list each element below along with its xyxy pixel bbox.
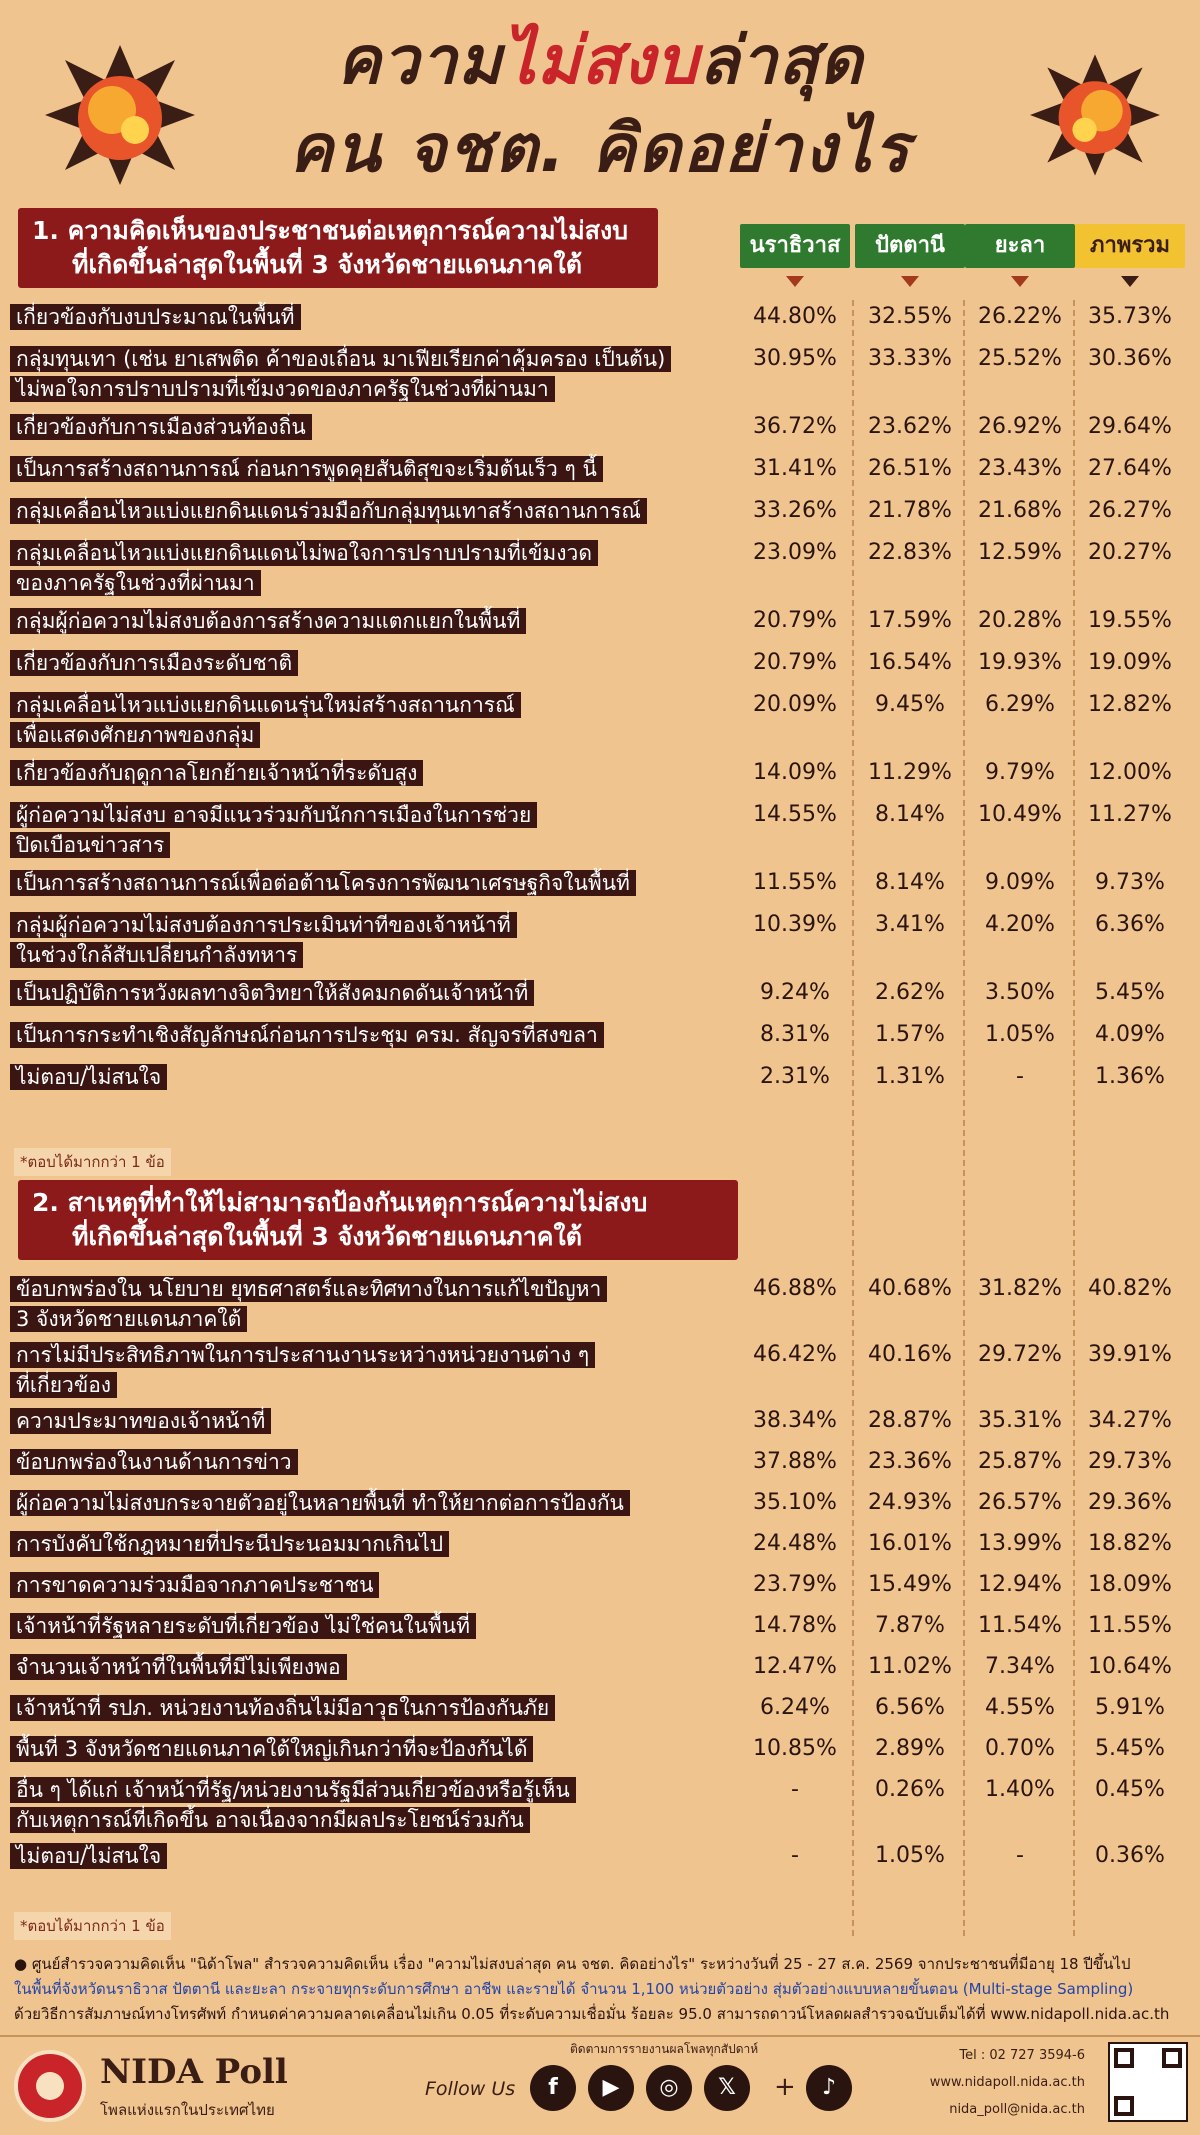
row-label-line: เกี่ยวข้องกับงบประมาณในพื้นที่ xyxy=(10,304,301,330)
value-yala: 6.29% xyxy=(985,692,1055,717)
value-narathiwat: 20.79% xyxy=(753,650,837,675)
value-overall: 18.82% xyxy=(1088,1531,1172,1556)
table-row xyxy=(0,1445,1200,1486)
value-pattani: 17.59% xyxy=(868,608,952,633)
contact-info xyxy=(905,2042,1085,2123)
brand-name: NIDA Poll xyxy=(100,2052,288,2092)
table-row xyxy=(0,1691,1200,1732)
value-overall: 9.73% xyxy=(1095,870,1165,895)
value-yala: 9.09% xyxy=(985,870,1055,895)
row-label-line: การบังคับใช้กฎหมายที่ประนีประนอมมากเกินไป xyxy=(10,1531,449,1557)
row-label xyxy=(10,758,750,788)
column-header-pattani: ปัตตานี xyxy=(855,224,965,268)
row-label-line: อื่น ๆ ได้แก่ เจ้าหน้าที่รัฐ/หน่วยงานรัฐมีส่วนเกี่ยวข้องหรือรู้เห็น xyxy=(10,1777,576,1803)
brand-tagline: โพลแห่งแรกในประเทศไทย xyxy=(100,2101,275,2119)
value-narathiwat: - xyxy=(791,1777,799,1802)
methodology-line: ● ศูนย์สำรวจความคิดเห็น "นิด้าโพล" สำรวจความคิดเห็น เรื่อง "ความไม่สงบล่าสุด คน จชต. คิดอย่างไร" ระหว่างวันที่ 25 - 27 ส.ค. 2569 จากประชาชนที่มีอายุ 18 ปีขึ้นไป xyxy=(14,1955,1131,1973)
value-narathiwat: 14.09% xyxy=(753,760,837,785)
website-link[interactable]: www.nidapoll.nida.ac.th xyxy=(929,2075,1085,2090)
footer-divider xyxy=(0,2035,1200,2037)
row-label-line: เพื่อแสดงศักยภาพของกลุ่ม xyxy=(10,722,260,748)
table-row xyxy=(0,536,1200,604)
methodology-line: ในพื้นที่จังหวัดนราธิวาส ปัตตานี และยะลา กระจายทุกระดับการศึกษา อาชีพ และรายได้ จำนวน 1,100 หน่วยตัวอย่าง สุ่มตัวอย่างแบบหลายขั้นตอน (Multi-stage Sampling) xyxy=(14,1980,1134,1998)
table-row xyxy=(0,756,1200,798)
table-row xyxy=(0,976,1200,1018)
value-yala: 10.49% xyxy=(978,802,1062,827)
phone-number: Tel : 02 727 3594-6 xyxy=(959,2048,1085,2063)
section-heading-line: 1. ความคิดเห็นของประชาชนต่อเหตุการณ์ความไม่สงบ xyxy=(32,216,629,245)
table-row xyxy=(0,1338,1200,1404)
value-pattani: 24.93% xyxy=(868,1490,952,1515)
row-label-line: ที่เกี่ยวข้อง xyxy=(10,1372,117,1398)
value-yala: 20.28% xyxy=(978,608,1062,633)
table-row xyxy=(0,688,1200,756)
value-narathiwat: 8.31% xyxy=(760,1022,830,1047)
row-label xyxy=(10,606,750,636)
table-row xyxy=(0,1568,1200,1609)
title-text: ล่าสุด xyxy=(698,22,864,99)
methodology-line: ด้วยวิธีการสัมภาษณ์ทางโทรศัพท์ กำหนดค่าความคลาดเคลื่อนไม่เกิน 0.05 ที่ระดับความเชื่อมั่น ร้อยละ 95.0 สามารถดาวน์โหลดผลสำรวจฉบับเต็มได้ที่ www.nidapoll.nida.ac.th xyxy=(14,2005,1170,2023)
section-2-heading xyxy=(18,1180,738,1260)
value-overall: 5.45% xyxy=(1095,1736,1165,1761)
row-label-line: เป็นการสร้างสถานการณ์เพื่อต่อต้านโครงการพัฒนาเศรษฐกิจในพื้นที่ xyxy=(10,870,636,896)
row-label xyxy=(10,1570,750,1600)
value-overall: 29.64% xyxy=(1088,414,1172,439)
row-label-line: เป็นปฏิบัติการหวังผลทางจิตวิทยาให้สังคมกดดันเจ้าหน้าที่ xyxy=(10,980,534,1006)
value-narathiwat: 6.24% xyxy=(760,1695,830,1720)
value-narathiwat: 30.95% xyxy=(753,346,837,371)
value-overall: 4.09% xyxy=(1095,1022,1165,1047)
table-row xyxy=(0,342,1200,410)
value-yala: 25.52% xyxy=(978,346,1062,371)
value-pattani: 2.89% xyxy=(875,1736,945,1761)
section-1-heading xyxy=(18,208,658,288)
arrow-down-icon xyxy=(1121,276,1139,287)
value-overall: 11.27% xyxy=(1088,802,1172,827)
value-yala: 23.43% xyxy=(978,456,1062,481)
row-label-line: กับเหตุการณ์ที่เกิดขึ้น อาจเนื่องจากมีผลประโยชน์ร่วมกัน xyxy=(10,1807,530,1833)
row-label-line: ของภาครัฐในช่วงที่ผ่านมา xyxy=(10,570,261,596)
value-yala: 19.93% xyxy=(978,650,1062,675)
row-label-line: เป็นการกระทำเชิงสัญลักษณ์ก่อนการประชุม ครม. สัญจรที่สงขลา xyxy=(10,1022,604,1048)
value-pattani: 26.51% xyxy=(868,456,952,481)
arrow-down-icon xyxy=(1011,276,1029,287)
value-pattani: 1.05% xyxy=(875,1843,945,1868)
table-row xyxy=(0,604,1200,646)
value-pattani: 7.87% xyxy=(875,1613,945,1638)
value-narathiwat: 10.39% xyxy=(753,912,837,937)
value-narathiwat: 35.10% xyxy=(753,1490,837,1515)
table-row xyxy=(0,1839,1200,1880)
row-label-line: 3 จังหวัดชายแดนภาคใต้ xyxy=(10,1306,247,1332)
row-label xyxy=(10,1775,750,1835)
row-label xyxy=(10,1020,750,1050)
table-row xyxy=(0,410,1200,452)
row-label xyxy=(10,1274,750,1334)
value-overall: 35.73% xyxy=(1088,304,1172,329)
arrow-down-icon xyxy=(786,276,804,287)
value-pattani: 15.49% xyxy=(868,1572,952,1597)
value-narathiwat: 24.48% xyxy=(753,1531,837,1556)
row-label xyxy=(10,1652,750,1682)
row-label-line: กลุ่มผู้ก่อความไม่สงบต้องการสร้างความแตกแยกในพื้นที่ xyxy=(10,608,526,634)
value-yala: 35.31% xyxy=(978,1408,1062,1433)
page-title xyxy=(0,18,1200,218)
value-pattani: 33.33% xyxy=(868,346,952,371)
qr-code[interactable] xyxy=(1108,2042,1188,2122)
value-yala: - xyxy=(1016,1064,1024,1089)
value-narathiwat: 46.88% xyxy=(753,1276,837,1301)
row-label xyxy=(10,690,750,750)
value-pattani: 40.68% xyxy=(868,1276,952,1301)
value-narathiwat: 14.78% xyxy=(753,1613,837,1638)
value-pattani: 23.36% xyxy=(868,1449,952,1474)
row-label xyxy=(10,648,750,678)
table-row xyxy=(0,1650,1200,1691)
row-label-line: การไม่มีประสิทธิภาพในการประสานงานระหว่างหน่วยงานต่าง ๆ xyxy=(10,1342,595,1368)
value-pattani: 32.55% xyxy=(868,304,952,329)
row-label xyxy=(10,538,750,598)
email-link[interactable]: nida_poll@nida.ac.th xyxy=(949,2102,1085,2117)
table-row xyxy=(0,1609,1200,1650)
column-header-overall: ภาพรวม xyxy=(1075,224,1185,268)
row-label xyxy=(10,454,750,484)
row-label xyxy=(10,302,750,332)
value-overall: 0.45% xyxy=(1095,1777,1165,1802)
row-label-line: จำนวนเจ้าหน้าที่ในพื้นที่มีไม่เพียงพอ xyxy=(10,1654,347,1680)
row-label-line: พื้นที่ 3 จังหวัดชายแดนภาคใต้ใหญ่เกินกว่าที่จะป้องกันได้ xyxy=(10,1736,533,1762)
row-label xyxy=(10,1488,750,1518)
value-pattani: 8.14% xyxy=(875,802,945,827)
value-yala: 1.40% xyxy=(985,1777,1055,1802)
row-label-line: ปิดเบือนข่าวสาร xyxy=(10,832,170,858)
value-yala: 4.55% xyxy=(985,1695,1055,1720)
value-narathiwat: 10.85% xyxy=(753,1736,837,1761)
announcement-text: ติดตามการรายงานผลโพลทุกสัปดาห์ xyxy=(570,2042,759,2056)
row-label-line: การขาดความร่วมมือจากภาคประชาชน xyxy=(10,1572,379,1598)
footnote: *ตอบได้มากกว่า 1 ข้อ xyxy=(14,1912,171,1940)
table-row xyxy=(0,1018,1200,1060)
value-overall: 39.91% xyxy=(1088,1342,1172,1367)
row-label xyxy=(10,1734,750,1764)
row-label-line: เกี่ยวข้องกับการเมืองส่วนท้องถิ่น xyxy=(10,414,312,440)
row-label xyxy=(10,1406,750,1436)
value-narathiwat: 38.34% xyxy=(753,1408,837,1433)
column-headers xyxy=(710,218,1190,288)
title-text: ความ xyxy=(336,22,503,99)
value-overall: 5.45% xyxy=(1095,980,1165,1005)
value-pattani: 22.83% xyxy=(868,540,952,565)
value-narathiwat: 44.80% xyxy=(753,304,837,329)
value-yala: 26.92% xyxy=(978,414,1062,439)
table-row xyxy=(0,1527,1200,1568)
row-label-line: ข้อบกพร่องใน นโยบาย ยุทธศาสตร์และทิศทางในการแก้ไขปัญหา xyxy=(10,1276,607,1302)
row-label xyxy=(10,344,750,404)
value-overall: 5.91% xyxy=(1095,1695,1165,1720)
value-overall: 27.64% xyxy=(1088,456,1172,481)
value-yala: 12.59% xyxy=(978,540,1062,565)
value-overall: 6.36% xyxy=(1095,912,1165,937)
table-row xyxy=(0,646,1200,688)
table-row xyxy=(0,866,1200,908)
column-header-yala: ยะลา xyxy=(965,224,1075,268)
row-label xyxy=(10,496,750,526)
value-narathiwat: 20.79% xyxy=(753,608,837,633)
row-label-line: ผู้ก่อความไม่สงบกระจายตัวอยู่ในหลายพื้นที่ ทำให้ยากต่อการป้องกัน xyxy=(10,1490,630,1516)
value-yala: 4.20% xyxy=(985,912,1055,937)
table-row xyxy=(0,452,1200,494)
value-pattani: 23.62% xyxy=(868,414,952,439)
table-row xyxy=(0,1773,1200,1839)
value-pattani: 3.41% xyxy=(875,912,945,937)
value-narathiwat: 9.24% xyxy=(760,980,830,1005)
value-pattani: 1.31% xyxy=(875,1064,945,1089)
value-overall: 10.64% xyxy=(1088,1654,1172,1679)
row-label-line: กลุ่มเคลื่อนไหวแบ่งแยกดินแดนร่วมมือกับกลุ่มทุนเทาสร้างสถานการณ์ xyxy=(10,498,647,524)
value-yala: 12.94% xyxy=(978,1572,1062,1597)
row-label xyxy=(10,1529,750,1559)
row-label-line: เจ้าหน้าที่ รปภ. หน่วยงานท้องถิ่นไม่มีอาวุธในการป้องกันภัย xyxy=(10,1695,555,1721)
value-yala: 0.70% xyxy=(985,1736,1055,1761)
table-row xyxy=(0,494,1200,536)
row-label xyxy=(10,868,750,898)
row-label-line: เป็นการสร้างสถานการณ์ ก่อนการพูดคุยสันติสุขจะเริ่มต้นเร็ว ๆ นี้ xyxy=(10,456,603,482)
value-overall: 18.09% xyxy=(1088,1572,1172,1597)
value-overall: 20.27% xyxy=(1088,540,1172,565)
column-header-narathiwat: นราธิวาส xyxy=(740,224,850,268)
footnote: *ตอบได้มากกว่า 1 ข้อ xyxy=(14,1148,171,1176)
row-label xyxy=(10,1611,750,1641)
value-pattani: 28.87% xyxy=(868,1408,952,1433)
nida-seal-logo xyxy=(14,2050,86,2122)
value-narathiwat: 33.26% xyxy=(753,498,837,523)
value-narathiwat: 14.55% xyxy=(753,802,837,827)
table-row xyxy=(0,1486,1200,1527)
value-yala: 25.87% xyxy=(978,1449,1062,1474)
section-heading-line: 2. สาเหตุที่ทำให้ไม่สามารถป้องกันเหตุการณ์ความไม่สงบ xyxy=(32,1188,648,1217)
value-narathiwat: 36.72% xyxy=(753,414,837,439)
table-row xyxy=(0,1732,1200,1773)
row-label-line: ความประมาทของเจ้าหน้าที่ xyxy=(10,1408,271,1434)
value-yala: 9.79% xyxy=(985,760,1055,785)
row-label xyxy=(10,1340,750,1400)
value-overall: 29.73% xyxy=(1088,1449,1172,1474)
row-label-line: กลุ่มเคลื่อนไหวแบ่งแยกดินแดนไม่พอใจการปราบปรามที่เข้มงวด xyxy=(10,540,598,566)
tiktok-icon[interactable]: ♪ xyxy=(806,2065,852,2111)
follow-us-label: Follow Us xyxy=(425,2078,516,2100)
value-narathiwat: 37.88% xyxy=(753,1449,837,1474)
instagram-icon[interactable]: ◎ xyxy=(646,2065,692,2111)
value-pattani: 8.14% xyxy=(875,870,945,895)
table-row xyxy=(0,908,1200,976)
value-overall: 26.27% xyxy=(1088,498,1172,523)
value-yala: 31.82% xyxy=(978,1276,1062,1301)
value-overall: 0.36% xyxy=(1095,1843,1165,1868)
value-overall: 30.36% xyxy=(1088,346,1172,371)
arrow-down-icon xyxy=(901,276,919,287)
row-label xyxy=(10,1447,750,1477)
value-overall: 12.00% xyxy=(1088,760,1172,785)
value-narathiwat: 2.31% xyxy=(760,1064,830,1089)
value-pattani: 16.54% xyxy=(868,650,952,675)
value-narathiwat: 23.09% xyxy=(753,540,837,565)
table-row xyxy=(0,1272,1200,1338)
value-narathiwat: 12.47% xyxy=(753,1654,837,1679)
value-pattani: 1.57% xyxy=(875,1022,945,1047)
value-yala: 7.34% xyxy=(985,1654,1055,1679)
methodology-note xyxy=(14,1952,1189,2027)
value-yala: 21.68% xyxy=(978,498,1062,523)
row-label-line: เจ้าหน้าที่รัฐหลายระดับที่เกี่ยวข้อง ไม่ใช่คนในพื้นที่ xyxy=(10,1613,476,1639)
row-label-line: กลุ่มเคลื่อนไหวแบ่งแยกดินแดนรุ่นใหม่สร้างสถานการณ์ xyxy=(10,692,521,718)
value-yala: 1.05% xyxy=(985,1022,1055,1047)
row-label xyxy=(10,1062,750,1092)
value-overall: 19.55% xyxy=(1088,608,1172,633)
value-pattani: 16.01% xyxy=(868,1531,952,1556)
row-label-line: กลุ่มผู้ก่อความไม่สงบต้องการประเมินท่าทีของเจ้าหน้าที่ xyxy=(10,912,517,938)
value-narathiwat: 20.09% xyxy=(753,692,837,717)
value-narathiwat: 31.41% xyxy=(753,456,837,481)
section-heading-line: ที่เกิดขึ้นล่าสุดในพื้นที่ 3 จังหวัดชายแดนภาคใต้ xyxy=(72,250,582,279)
row-label xyxy=(10,978,750,1008)
value-pattani: 11.02% xyxy=(868,1654,952,1679)
value-overall: 12.82% xyxy=(1088,692,1172,717)
value-yala: 26.57% xyxy=(978,1490,1062,1515)
row-label-line: ไม่ตอบ/ไม่สนใจ xyxy=(10,1843,167,1869)
value-narathiwat: 11.55% xyxy=(753,870,837,895)
value-pattani: 2.62% xyxy=(875,980,945,1005)
value-pattani: 11.29% xyxy=(868,760,952,785)
value-yala: 13.99% xyxy=(978,1531,1062,1556)
value-narathiwat: - xyxy=(791,1843,799,1868)
title-highlight: ไม่สงบ xyxy=(502,22,699,99)
value-narathiwat: 46.42% xyxy=(753,1342,837,1367)
value-pattani: 21.78% xyxy=(868,498,952,523)
value-yala: 3.50% xyxy=(985,980,1055,1005)
row-label-line: เกี่ยวข้องกับฤดูกาลโยกย้ายเจ้าหน้าที่ระดับสูง xyxy=(10,760,423,786)
value-yala: 26.22% xyxy=(978,304,1062,329)
facebook-icon[interactable]: f xyxy=(530,2065,576,2111)
title-subtitle: คน จชต. คิดอย่างไร xyxy=(289,110,911,187)
value-yala: 29.72% xyxy=(978,1342,1062,1367)
row-label-line: กลุ่มทุนเทา (เช่น ยาเสพติด ค้าของเถื่อน มาเฟียเรียกค่าคุ้มครอง เป็นต้น) xyxy=(10,346,671,372)
row-label xyxy=(10,800,750,860)
value-pattani: 40.16% xyxy=(868,1342,952,1367)
section-heading-line: ที่เกิดขึ้นล่าสุดในพื้นที่ 3 จังหวัดชายแดนภาคใต้ xyxy=(72,1222,582,1251)
plus-icon: + xyxy=(774,2072,796,2102)
row-label-line: ไม่ตอบ/ไม่สนใจ xyxy=(10,1064,167,1090)
row-label-line: เกี่ยวข้องกับการเมืองระดับชาติ xyxy=(10,650,298,676)
value-narathiwat: 23.79% xyxy=(753,1572,837,1597)
row-label-line: ผู้ก่อความไม่สงบ อาจมีแนวร่วมกับนักการเมืองในการช่วย xyxy=(10,802,537,828)
value-pattani: 0.26% xyxy=(875,1777,945,1802)
value-overall: 34.27% xyxy=(1088,1408,1172,1433)
value-overall: 11.55% xyxy=(1088,1613,1172,1638)
row-label-line: ข้อบกพร่องในงานด้านการข่าว xyxy=(10,1449,298,1475)
value-overall: 29.36% xyxy=(1088,1490,1172,1515)
value-pattani: 9.45% xyxy=(875,692,945,717)
value-overall: 19.09% xyxy=(1088,650,1172,675)
row-label-line: ในช่วงใกล้สับเปลี่ยนกำลังทหาร xyxy=(10,942,303,968)
table-row xyxy=(0,798,1200,866)
value-yala: 11.54% xyxy=(978,1613,1062,1638)
youtube-icon[interactable]: ▶ xyxy=(588,2065,634,2111)
value-overall: 1.36% xyxy=(1095,1064,1165,1089)
row-label-line: ไม่พอใจการปราบปรามที่เข้มงวดของภาครัฐในช่วงที่ผ่านมา xyxy=(10,376,555,402)
row-label xyxy=(10,910,750,970)
table-row xyxy=(0,300,1200,342)
value-yala: - xyxy=(1016,1843,1024,1868)
row-label xyxy=(10,412,750,442)
value-pattani: 6.56% xyxy=(875,1695,945,1720)
table-row xyxy=(0,1060,1200,1102)
row-label xyxy=(10,1841,750,1871)
table-row xyxy=(0,1404,1200,1445)
row-label xyxy=(10,1693,750,1723)
value-overall: 40.82% xyxy=(1088,1276,1172,1301)
x-twitter-icon[interactable]: 𝕏 xyxy=(704,2065,750,2111)
